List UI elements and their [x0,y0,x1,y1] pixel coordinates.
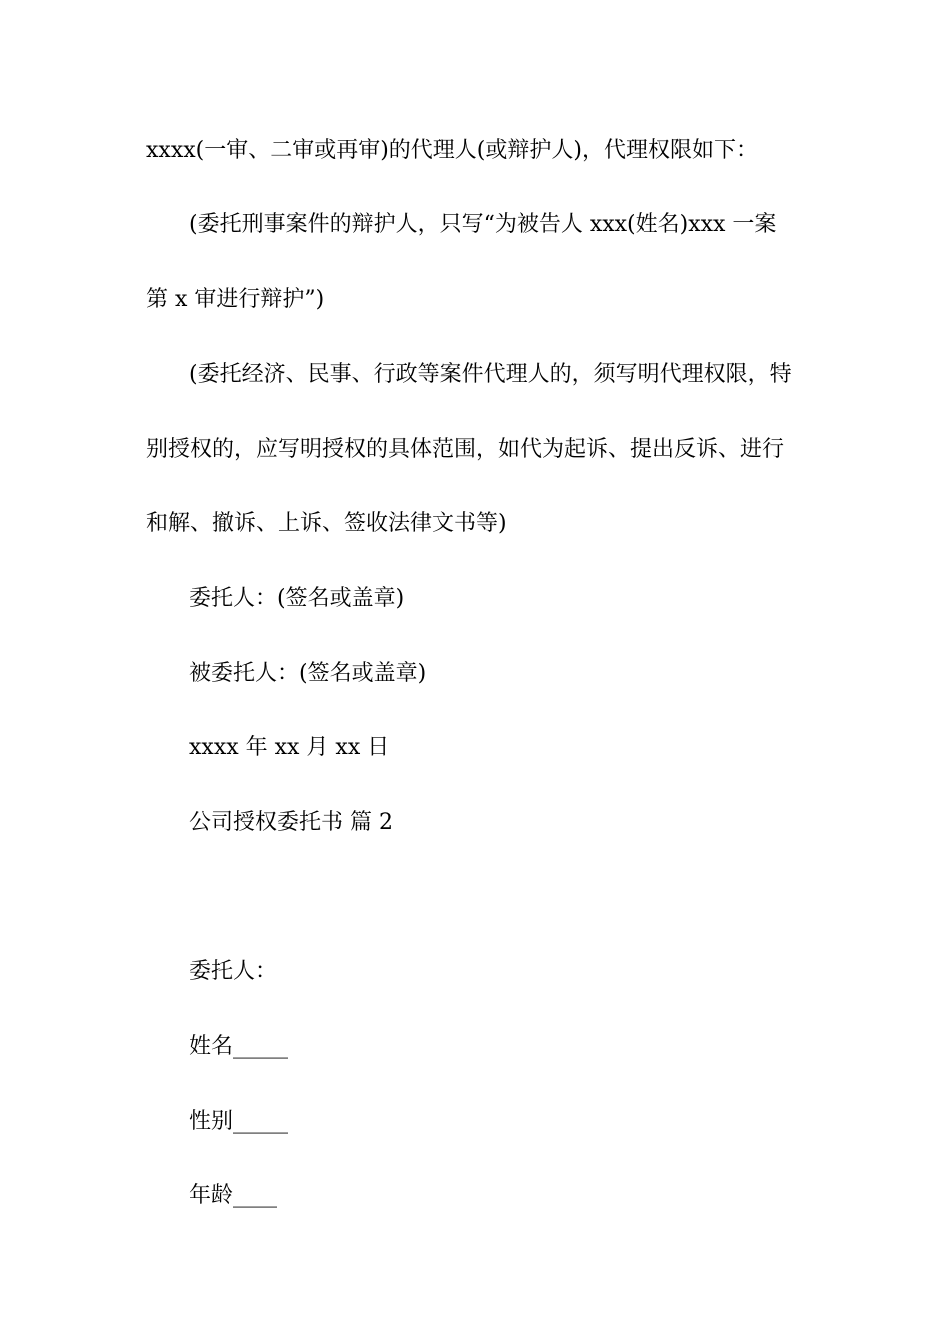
field-name: 姓名_____ [189,1034,289,1059]
text-line-principal-signature: 委托人：(签名或盖章) [189,586,405,611]
text-line-agent-signature: 被委托人：(签名或盖章) [189,661,427,686]
text-line-criminal-note-2: 第 x 审进行辩护”) [146,287,325,312]
text-line-date: xxxx 年 xx 月 xx 日 [189,735,390,760]
field-gender: 性别_____ [189,1109,289,1134]
field-age: 年龄____ [189,1183,278,1208]
text-line-civil-note-1: (委托经济、民事、行政等案件代理人的，须写明代理权限，特 [189,362,792,387]
text-line-civil-note-3: 和解、撤诉、上诉、签收法律文书等) [146,511,507,536]
text-line-principal-label: 委托人： [189,959,278,984]
text-line-agent-scope: xxxx(一审、二审或再审)的代理人(或辩护人)，代理权限如下： [146,138,758,163]
text-line-civil-note-2: 别授权的，应写明授权的具体范围，如代为起诉、提出反诉、进行 [146,437,785,462]
section-heading: 公司授权委托书 篇 2 [189,810,393,835]
text-line-criminal-note-1: (委托刑事案件的辩护人，只写“为被告人 xxx(姓名)xxx 一案 [189,212,777,237]
